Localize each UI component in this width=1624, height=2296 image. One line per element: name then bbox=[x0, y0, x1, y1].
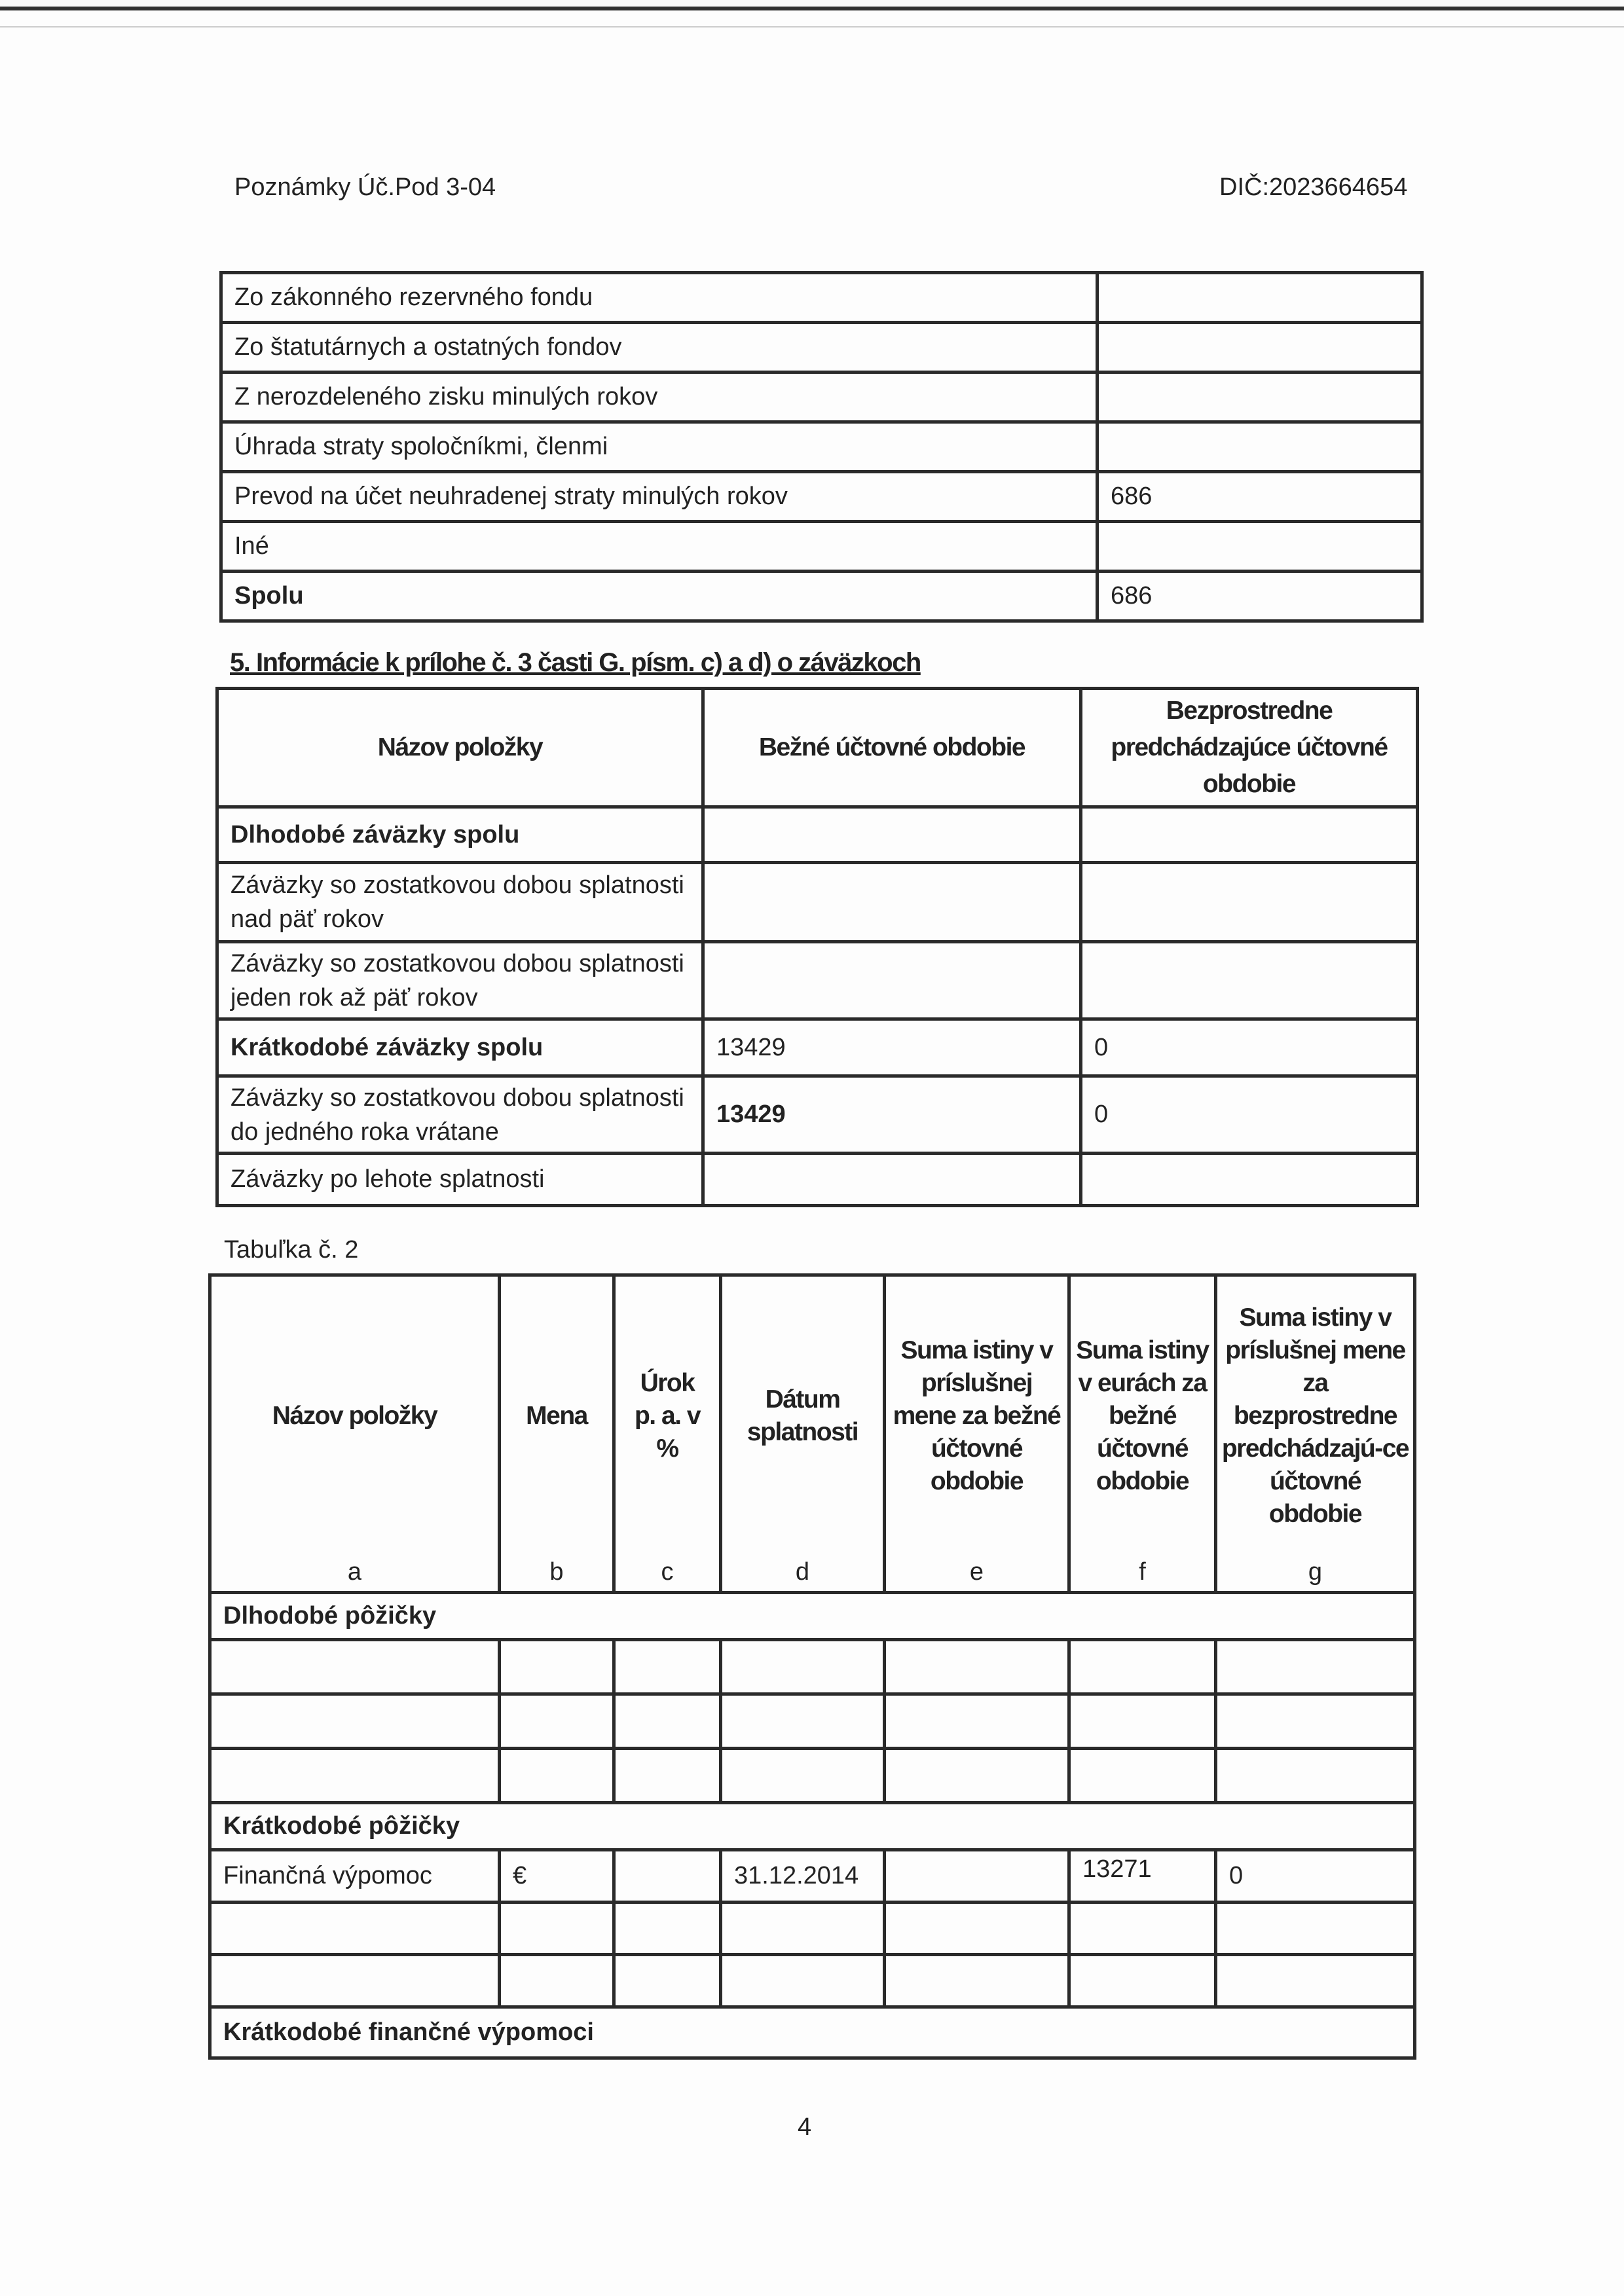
table-row bbox=[217, 1154, 1418, 1206]
row-value bbox=[1098, 422, 1422, 472]
table-header-row bbox=[210, 1275, 1415, 1593]
column-letter: a bbox=[347, 1558, 362, 1586]
column-header bbox=[885, 1275, 1069, 1593]
table-row bbox=[210, 1640, 1415, 1694]
section-row bbox=[210, 1593, 1415, 1640]
current-value bbox=[703, 863, 1081, 942]
previous-value: 0 bbox=[1081, 1076, 1418, 1154]
row-label: Záväzky so zostatkovou dobou splatnosti jeden rok až päť rokov bbox=[217, 942, 703, 1019]
page-number: 4 bbox=[798, 2113, 812, 2141]
row-label: Záväzky so zostatkovou dobou splatnosti do jedného roka vrátane bbox=[217, 1076, 703, 1154]
row-label: Zo štatutárnych a ostatných fondov bbox=[221, 323, 1098, 373]
row-label: Spolu bbox=[221, 572, 1098, 621]
current-value: 13429 bbox=[703, 1019, 1081, 1076]
table-row bbox=[221, 422, 1422, 472]
loan-principal-previous: 0 bbox=[1216, 1850, 1415, 1903]
header-text: Suma istiny v eurách za bežné účtovné obdobie bbox=[1076, 1336, 1209, 1495]
table-row bbox=[221, 522, 1422, 572]
header-text: Dátum splatnosti bbox=[747, 1385, 858, 1446]
column-header: Bežné účtovné obdobie bbox=[703, 689, 1081, 807]
table-row bbox=[221, 273, 1422, 323]
column-header bbox=[1069, 1275, 1216, 1593]
previous-value bbox=[1081, 807, 1418, 863]
row-value bbox=[1098, 323, 1422, 373]
row-value: 686 bbox=[1098, 472, 1422, 522]
row-label: Krátkodobé záväzky spolu bbox=[217, 1019, 703, 1076]
table-row bbox=[217, 807, 1418, 863]
header-text: Úrok p. a. v % bbox=[634, 1369, 701, 1463]
table-row bbox=[210, 1850, 1415, 1903]
reserve-table bbox=[219, 271, 1424, 623]
column-letter: c bbox=[661, 1558, 674, 1586]
current-value bbox=[703, 1154, 1081, 1206]
row-label: Iné bbox=[221, 522, 1098, 572]
loan-rate bbox=[614, 1850, 721, 1903]
table-row bbox=[210, 1903, 1415, 1955]
column-header bbox=[210, 1275, 500, 1593]
column-letter: f bbox=[1139, 1558, 1146, 1586]
table-row bbox=[217, 863, 1418, 942]
previous-value: 0 bbox=[1081, 1019, 1418, 1076]
loan-due-date: 31.12.2014 bbox=[721, 1850, 885, 1903]
column-header bbox=[721, 1275, 885, 1593]
header-left: Poznámky Úč.Pod 3-04 bbox=[234, 173, 496, 201]
column-letter: d bbox=[795, 1558, 810, 1586]
column-header bbox=[1216, 1275, 1415, 1593]
table-row bbox=[210, 1749, 1415, 1803]
scan-edge bbox=[0, 7, 1624, 10]
table-row bbox=[217, 942, 1418, 1019]
short-term-financial-aid-label: Krátkodobé finančné výpomoci bbox=[210, 2007, 1415, 2058]
column-letter: b bbox=[549, 1558, 564, 1586]
row-label: Dlhodobé záväzky spolu bbox=[217, 807, 703, 863]
table-row bbox=[221, 373, 1422, 422]
current-value bbox=[703, 807, 1081, 863]
loans-table bbox=[208, 1273, 1416, 2060]
row-label: Prevod na účet neuhradenej straty minulých rokov bbox=[221, 472, 1098, 522]
row-value: 686 bbox=[1098, 572, 1422, 621]
long-term-loans-label: Dlhodobé pôžičky bbox=[210, 1593, 1415, 1640]
section-row bbox=[210, 1803, 1415, 1850]
row-value bbox=[1098, 273, 1422, 323]
scan-edge bbox=[0, 26, 1624, 27]
row-label: Záväzky po lehote splatnosti bbox=[217, 1154, 703, 1206]
column-letter: e bbox=[969, 1558, 984, 1586]
table-row bbox=[221, 323, 1422, 373]
column-header bbox=[500, 1275, 614, 1593]
loan-principal-eur: 13271 bbox=[1069, 1850, 1216, 1903]
previous-value bbox=[1081, 863, 1418, 942]
column-header bbox=[614, 1275, 721, 1593]
row-label: Záväzky so zostatkovou dobou splatnosti nad päť rokov bbox=[217, 863, 703, 942]
table-row bbox=[210, 1955, 1415, 2007]
row-value bbox=[1098, 522, 1422, 572]
section-5-title: 5. Informácie k prílohe č. 3 časti G. písm. c) a d) o záväzkoch bbox=[230, 648, 921, 677]
table-row bbox=[221, 472, 1422, 522]
header-text: Mena bbox=[526, 1402, 587, 1430]
column-header: Názov položky bbox=[217, 689, 703, 807]
loan-name: Finančná výpomoc bbox=[210, 1850, 500, 1903]
header-text: Suma istiny v príslušnej mene za bezprostredne predchádzajú-ce účtovné obdobie bbox=[1221, 1303, 1409, 1528]
header-text: Názov položky bbox=[272, 1402, 437, 1430]
table-row bbox=[217, 1076, 1418, 1154]
previous-value bbox=[1081, 942, 1418, 1019]
table-caption: Tabuľka č. 2 bbox=[224, 1236, 359, 1264]
header-right: DIČ:2023664654 bbox=[1219, 173, 1408, 201]
loan-principal-currency bbox=[885, 1850, 1069, 1903]
row-label: Zo zákonného rezervného fondu bbox=[221, 273, 1098, 323]
table-row bbox=[210, 1694, 1415, 1749]
table-row bbox=[221, 572, 1422, 621]
short-term-loans-label: Krátkodobé pôžičky bbox=[210, 1803, 1415, 1850]
row-label: Z nerozdeleného zisku minulých rokov bbox=[221, 373, 1098, 422]
table-row bbox=[217, 1019, 1418, 1076]
loan-currency: € bbox=[500, 1850, 614, 1903]
current-value bbox=[703, 942, 1081, 1019]
current-value: 13429 bbox=[703, 1076, 1081, 1154]
column-header: Bezprostredne predchádzajúce účtovné obdobie bbox=[1081, 689, 1418, 807]
previous-value bbox=[1081, 1154, 1418, 1206]
row-value bbox=[1098, 373, 1422, 422]
header-text: Suma istiny v príslušnej mene za bežné účtovné obdobie bbox=[893, 1336, 1061, 1495]
table-header-row bbox=[217, 689, 1418, 807]
row-label: Úhrada straty spoločníkmi, členmi bbox=[221, 422, 1098, 472]
section-row bbox=[210, 2007, 1415, 2058]
column-letter: g bbox=[1308, 1558, 1323, 1586]
liabilities-table bbox=[215, 687, 1419, 1207]
